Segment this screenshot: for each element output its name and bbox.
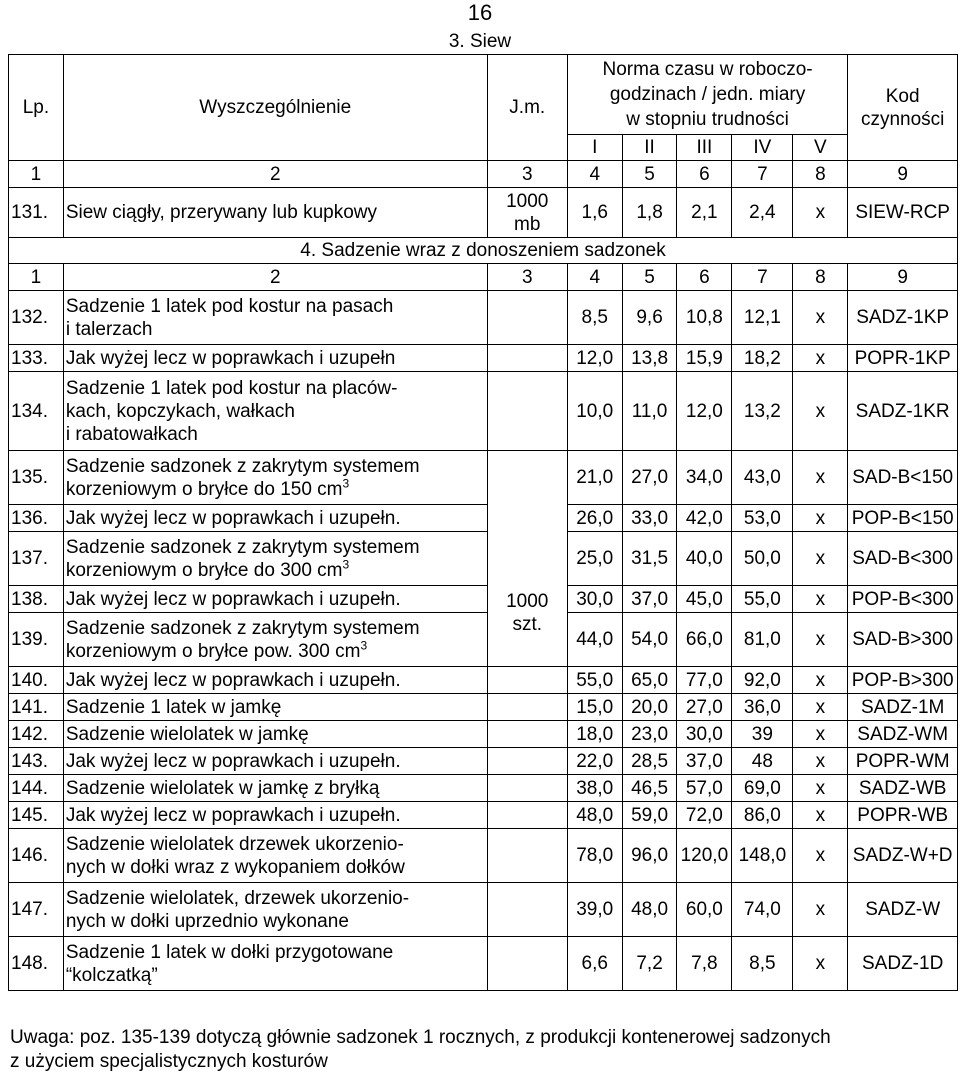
row-lp: 142. — [9, 721, 64, 748]
table-row — [9, 775, 958, 802]
column-number: 3 — [487, 264, 567, 291]
row-value: 13,8 — [622, 345, 677, 372]
row-value: x — [793, 613, 848, 667]
table-row — [9, 937, 958, 991]
row-value: 2,4 — [732, 188, 793, 238]
row-lp: 140. — [9, 667, 64, 694]
row-unit — [487, 291, 567, 345]
table-row — [9, 291, 958, 345]
row-value: 7,2 — [622, 937, 677, 991]
row-lp: 145. — [9, 802, 64, 829]
row-value: 39 — [732, 721, 793, 748]
row-value: 120,0 — [677, 829, 732, 883]
row-lp: 137. — [9, 532, 64, 586]
grade-label: V — [793, 135, 848, 161]
table-row — [9, 748, 958, 775]
row-value: 69,0 — [732, 775, 793, 802]
row-lp: 139. — [9, 613, 64, 667]
table-row — [9, 372, 958, 451]
row-value: 13,2 — [732, 372, 793, 451]
row-unit: szt. — [487, 613, 567, 667]
grade-label: II — [622, 135, 677, 161]
row-description: Sadzenie 1 latek pod kostur na placów- kach, kopczykach, wałkach i rabatowałkach — [63, 372, 487, 451]
row-value: 10,8 — [677, 291, 732, 345]
section-title-sadzenie: 4. Sadzenie wraz z donoszeniem sadzonek — [9, 238, 958, 264]
row-code: SAD-B<300 — [848, 532, 958, 586]
row-value: 18,0 — [567, 721, 622, 748]
row-description: Sadzenie 1 latek pod kostur na pasach i talerzach — [63, 291, 487, 345]
row-description: Jak wyżej lecz w poprawkach i uzupełn. — [63, 667, 487, 694]
row-value: 2,1 — [677, 188, 732, 238]
row-value: x — [793, 586, 848, 613]
row-description: Sadzenie wielolatek w jamkę — [63, 721, 487, 748]
table-row — [9, 613, 958, 667]
row-value: 78,0 — [567, 829, 622, 883]
column-number: 6 — [677, 161, 732, 188]
row-value: x — [793, 505, 848, 532]
row-code: SADZ-1M — [848, 694, 958, 721]
row-code: POPR-WM — [848, 748, 958, 775]
row-code: POP-B<300 — [848, 586, 958, 613]
row-value: 44,0 — [567, 613, 622, 667]
table-row-131 — [9, 188, 958, 238]
row-code: SADZ-W+D — [848, 829, 958, 883]
table-row — [9, 532, 958, 586]
table-row — [9, 721, 958, 748]
row-code: SADZ-1D — [848, 937, 958, 991]
row-value: 66,0 — [677, 613, 732, 667]
row-value: 42,0 — [677, 505, 732, 532]
row-code: SAD-B<150 — [848, 451, 958, 505]
grade-label: IV — [732, 135, 793, 161]
row-unit — [487, 505, 567, 532]
row-unit — [487, 883, 567, 937]
row-value: x — [793, 829, 848, 883]
row-value: 1,6 — [567, 188, 622, 238]
row-value: x — [793, 802, 848, 829]
column-numbers-row — [9, 264, 958, 291]
table-row — [9, 667, 958, 694]
norms-table — [8, 54, 958, 991]
row-value: 15,9 — [677, 345, 732, 372]
row-value: 28,5 — [622, 748, 677, 775]
row-unit — [487, 694, 567, 721]
row-value: 40,0 — [677, 532, 732, 586]
row-value: x — [793, 883, 848, 937]
row-value: 46,5 — [622, 775, 677, 802]
row-description: Jak wyżej lecz w poprawkach i uzupełn — [63, 345, 487, 372]
column-number: 8 — [793, 161, 848, 188]
row-value: x — [793, 694, 848, 721]
row-value: 39,0 — [567, 883, 622, 937]
row-value: x — [793, 451, 848, 505]
row-value: x — [793, 345, 848, 372]
row-lp: 146. — [9, 829, 64, 883]
row-code: SADZ-1KP — [848, 291, 958, 345]
column-number: 2 — [63, 161, 487, 188]
row-value: 54,0 — [622, 613, 677, 667]
row-value: 36,0 — [732, 694, 793, 721]
column-number: 1 — [9, 264, 64, 291]
row-value: x — [793, 748, 848, 775]
row-unit: 1000 mb — [487, 188, 567, 238]
row-value: x — [793, 937, 848, 991]
header-norm: Norma czasu w roboczo- godzinach / jedn. miary w stopniu trudności — [567, 55, 848, 135]
row-description: Sadzenie sadzonek z zakrytym systemem korzeniowym o bryłce do 150 $cm^3$ — [63, 451, 487, 505]
row-unit — [487, 775, 567, 802]
table-row — [9, 505, 958, 532]
row-value: 12,0 — [677, 372, 732, 451]
header-code: Kod czynności — [848, 55, 958, 161]
table-row — [9, 694, 958, 721]
section-title-row — [9, 238, 958, 264]
row-value: 8,5 — [732, 937, 793, 991]
row-description: Sadzenie sadzonek z zakrytym systemem korzeniowym o bryłce do 300 $cm^3$ — [63, 532, 487, 586]
row-value: 6,6 — [567, 937, 622, 991]
row-value: 10,0 — [567, 372, 622, 451]
row-value: 7,8 — [677, 937, 732, 991]
grade-label: III — [677, 135, 732, 161]
row-code: SADZ-1KR — [848, 372, 958, 451]
row-value: 77,0 — [677, 667, 732, 694]
row-value: 96,0 — [622, 829, 677, 883]
row-lp: 131. — [9, 188, 64, 238]
column-number: 5 — [622, 264, 677, 291]
row-lp: 148. — [9, 937, 64, 991]
row-value: 60,0 — [677, 883, 732, 937]
header-unit: J.m. — [487, 55, 567, 161]
column-number: 6 — [677, 264, 732, 291]
row-value: 23,0 — [622, 721, 677, 748]
row-value: x — [793, 532, 848, 586]
header-description: Wyszczególnienie — [63, 55, 487, 161]
row-value: 27,0 — [677, 694, 732, 721]
column-number: 9 — [848, 161, 958, 188]
column-number: 8 — [793, 264, 848, 291]
row-value: 27,0 — [622, 451, 677, 505]
row-value: x — [793, 372, 848, 451]
row-code: SAD-B>300 — [848, 613, 958, 667]
row-value: 30,0 — [677, 721, 732, 748]
row-unit — [487, 372, 567, 451]
column-number: 5 — [622, 161, 677, 188]
row-description: Jak wyżej lecz w poprawkach i uzupełn. — [63, 748, 487, 775]
column-number: 7 — [732, 264, 793, 291]
row-value: 26,0 — [567, 505, 622, 532]
row-value: x — [793, 188, 848, 238]
row-code: SADZ-W — [848, 883, 958, 937]
row-value: 57,0 — [677, 775, 732, 802]
row-value: 59,0 — [622, 802, 677, 829]
row-value: 65,0 — [622, 667, 677, 694]
column-number: 4 — [567, 161, 622, 188]
row-lp: 143. — [9, 748, 64, 775]
row-unit — [487, 748, 567, 775]
row-description: Siew ciągły, przerywany lub kupkowy — [63, 188, 487, 238]
row-code: SADZ-WM — [848, 721, 958, 748]
row-value: 81,0 — [732, 613, 793, 667]
row-lp: 135. — [9, 451, 64, 505]
row-description: Sadzenie 1 latek w dołki przygotowane “kolczatką” — [63, 937, 487, 991]
row-value: 148,0 — [732, 829, 793, 883]
row-value: 12,0 — [567, 345, 622, 372]
row-lp: 141. — [9, 694, 64, 721]
row-value: 9,6 — [622, 291, 677, 345]
row-description: Jak wyżej lecz w poprawkach i uzupełn. — [63, 586, 487, 613]
row-value: 72,0 — [677, 802, 732, 829]
row-description: Jak wyżej lecz w poprawkach i uzupełn. — [63, 505, 487, 532]
row-value: 53,0 — [732, 505, 793, 532]
row-lp: 134. — [9, 372, 64, 451]
row-description: Jak wyżej lecz w poprawkach i uzupełn. — [63, 802, 487, 829]
superscript: 3 — [360, 638, 368, 653]
row-unit: 1000 — [487, 586, 567, 613]
row-code: SIEW-RCP — [848, 188, 958, 238]
row-unit — [487, 829, 567, 883]
row-unit — [487, 667, 567, 694]
row-code: POPR-WB — [848, 802, 958, 829]
row-unit — [487, 451, 567, 505]
row-value: 12,1 — [732, 291, 793, 345]
row-code: POPR-1KP — [848, 345, 958, 372]
header-row — [9, 55, 958, 135]
row-value: 37,0 — [622, 586, 677, 613]
row-value: 20,0 — [622, 694, 677, 721]
column-number: 7 — [732, 161, 793, 188]
row-description: Sadzenie wielolatek drzewek ukorzenio- nych w dołki wraz z wykopaniem dołków — [63, 829, 487, 883]
superscript: 3 — [342, 476, 350, 491]
row-description: Sadzenie wielolatek w jamkę z bryłką — [63, 775, 487, 802]
column-number: 9 — [848, 264, 958, 291]
row-value: 43,0 — [732, 451, 793, 505]
row-value: 48,0 — [622, 883, 677, 937]
row-lp: 138. — [9, 586, 64, 613]
row-unit — [487, 937, 567, 991]
row-value: 11,0 — [622, 372, 677, 451]
row-value: 31,5 — [622, 532, 677, 586]
table-row — [9, 345, 958, 372]
superscript: 3 — [342, 557, 350, 572]
row-value: 1,8 — [622, 188, 677, 238]
table-row — [9, 451, 958, 505]
row-unit — [487, 532, 567, 586]
row-description: Sadzenie sadzonek z zakrytym systemem korzeniowym o bryłce pow. 300 $cm^3$ — [63, 613, 487, 667]
row-code: SADZ-WB — [848, 775, 958, 802]
row-value: x — [793, 775, 848, 802]
row-lp: 133. — [9, 345, 64, 372]
row-code: POP-B>300 — [848, 667, 958, 694]
table-row — [9, 802, 958, 829]
row-value: x — [793, 721, 848, 748]
page-number: 16 — [467, 0, 493, 25]
row-description: Sadzenie wielolatek, drzewek ukorzenio- nych w dołki uprzednio wykonane — [63, 883, 487, 937]
table-row — [9, 829, 958, 883]
row-value: 25,0 — [567, 532, 622, 586]
row-lp: 147. — [9, 883, 64, 937]
row-value: 74,0 — [732, 883, 793, 937]
column-numbers-row — [9, 161, 958, 188]
row-lp: 136. — [9, 505, 64, 532]
row-value: x — [793, 291, 848, 345]
footnote: Uwaga: poz. 135-139 dotyczą głównie sadzonek 1 rocznych, z produkcji kontenerowej sadzonych z użyciem specjalistycznych kosturów — [10, 1027, 831, 1072]
section-title-siew: 3. Siew — [448, 31, 512, 52]
column-number: 2 — [63, 264, 487, 291]
row-value: 30,0 — [567, 586, 622, 613]
row-description: Sadzenie 1 latek w jamkę — [63, 694, 487, 721]
row-unit — [487, 802, 567, 829]
row-value: 86,0 — [732, 802, 793, 829]
row-code: POP-B<150 — [848, 505, 958, 532]
column-number: 4 — [567, 264, 622, 291]
row-value: 55,0 — [732, 586, 793, 613]
row-value: x — [793, 667, 848, 694]
row-value: 18,2 — [732, 345, 793, 372]
grade-label: I — [567, 135, 622, 161]
row-value: 34,0 — [677, 451, 732, 505]
header-lp: Lp. — [9, 55, 64, 161]
column-number: 1 — [9, 161, 64, 188]
table-row — [9, 586, 958, 613]
column-number: 3 — [487, 161, 567, 188]
row-value: 92,0 — [732, 667, 793, 694]
row-value: 37,0 — [677, 748, 732, 775]
row-value: 33,0 — [622, 505, 677, 532]
row-value: 8,5 — [567, 291, 622, 345]
row-lp: 144. — [9, 775, 64, 802]
row-value: 48,0 — [567, 802, 622, 829]
row-lp: 132. — [9, 291, 64, 345]
row-value: 15,0 — [567, 694, 622, 721]
row-value: 22,0 — [567, 748, 622, 775]
table-row — [9, 883, 958, 937]
row-value: 48 — [732, 748, 793, 775]
row-unit — [487, 721, 567, 748]
row-value: 21,0 — [567, 451, 622, 505]
row-value: 45,0 — [677, 586, 732, 613]
row-value: 50,0 — [732, 532, 793, 586]
row-value: 55,0 — [567, 667, 622, 694]
row-value: 38,0 — [567, 775, 622, 802]
row-unit — [487, 345, 567, 372]
